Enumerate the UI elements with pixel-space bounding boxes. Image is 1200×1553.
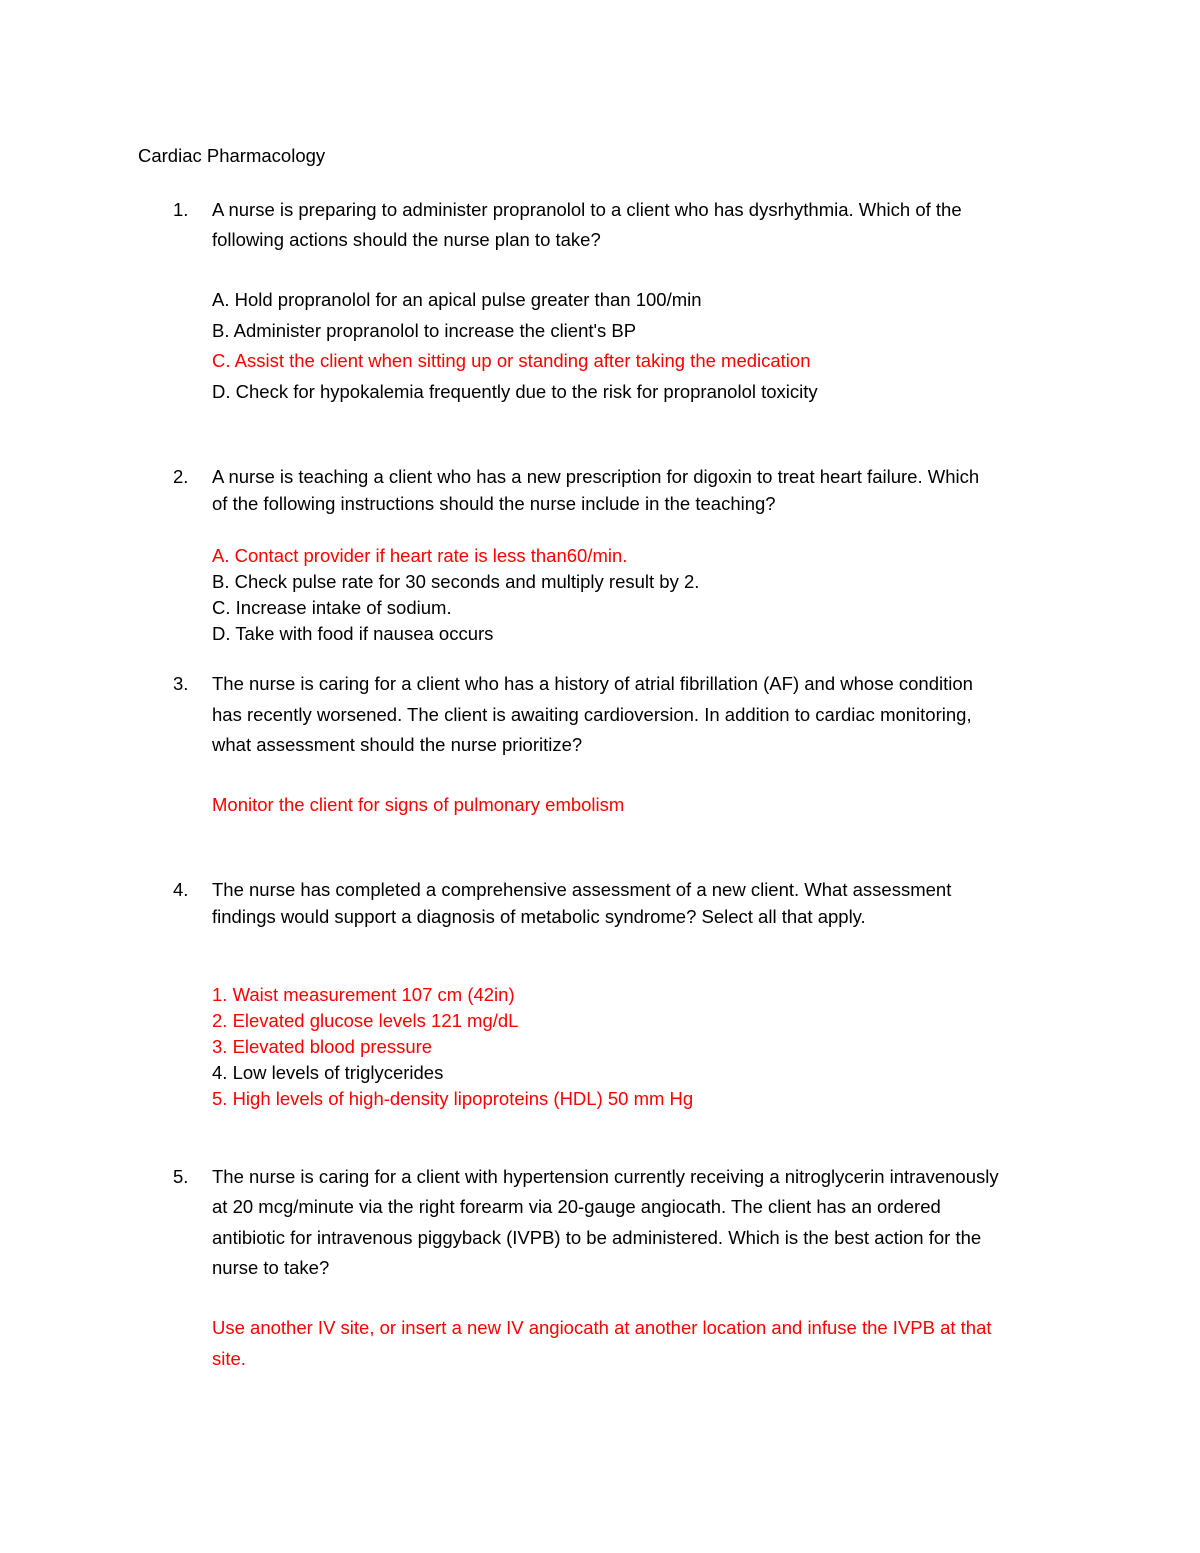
option-item: 4. Low levels of triglycerides — [212, 1062, 444, 1083]
question-text: antibiotic for intravenous piggyback (IVPB) to be administered. Which is the best action for the — [212, 1227, 982, 1248]
question-text: A nurse is preparing to administer propranolol to a client who has dysrhythmia. Which of the — [212, 199, 962, 220]
answer-text: site. — [212, 1348, 246, 1369]
option-item: C. Increase intake of sodium. — [212, 597, 452, 618]
question-number: 1. — [173, 199, 189, 220]
correct-option-item: A. Contact provider if heart rate is less than60/min. — [212, 545, 628, 566]
question-number: 5. — [173, 1166, 189, 1187]
correct-option-item: C. Assist the client when sitting up or standing after taking the medication — [212, 350, 811, 371]
document-title: Cardiac Pharmacology — [138, 145, 326, 166]
correct-option-item: 1. Waist measurement 107 cm (42in) — [212, 984, 515, 1005]
answer-text: Monitor the client for signs of pulmonary embolism — [212, 794, 625, 815]
answer-text: Use another IV site, or insert a new IV angiocath at another location and infuse the IVPB at that — [212, 1317, 992, 1338]
option-item: B. Check pulse rate for 30 seconds and multiply result by 2. — [212, 571, 700, 592]
question-text: following actions should the nurse plan to take? — [212, 229, 601, 250]
option-item: D. Take with food if nausea occurs — [212, 623, 494, 644]
question-text: at 20 mcg/minute via the right forearm via 20-gauge angiocath. The client has an ordered — [212, 1196, 941, 1217]
question-text: The nurse is caring for a client with hypertension currently receiving a nitroglycerin intravenously — [212, 1166, 999, 1187]
question-text: of the following instructions should the nurse include in the teaching? — [212, 493, 776, 514]
option-item: D. Check for hypokalemia frequently due to the risk for propranolol toxicity — [212, 381, 818, 402]
question-text: what assessment should the nurse prioritize? — [212, 734, 583, 755]
question-number: 3. — [173, 673, 189, 694]
option-item: B. Administer propranolol to increase the client's BP — [212, 320, 637, 341]
question-text: nurse to take? — [212, 1257, 330, 1278]
question-number: 4. — [173, 879, 189, 900]
question-text: The nurse is caring for a client who has a history of atrial fibrillation (AF) and whose condition — [212, 673, 973, 694]
correct-option-item: 5. High levels of high-density lipoproteins (HDL) 50 mm Hg — [212, 1088, 694, 1109]
option-item: A. Hold propranolol for an apical pulse greater than 100/min — [212, 289, 702, 310]
question-text: has recently worsened. The client is awaiting cardioversion. In addition to cardiac monitoring, — [212, 704, 972, 725]
question-number: 2. — [173, 466, 189, 487]
question-text: The nurse has completed a comprehensive assessment of a new client. What assessment — [212, 879, 952, 900]
correct-option-item: 2. Elevated glucose levels 121 mg/dL — [212, 1010, 519, 1031]
question-text: findings would support a diagnosis of metabolic syndrome? Select all that apply. — [212, 906, 866, 927]
question-text: A nurse is teaching a client who has a new prescription for digoxin to treat heart failure. Which — [212, 466, 980, 487]
correct-option-item: 3. Elevated blood pressure — [212, 1036, 433, 1057]
